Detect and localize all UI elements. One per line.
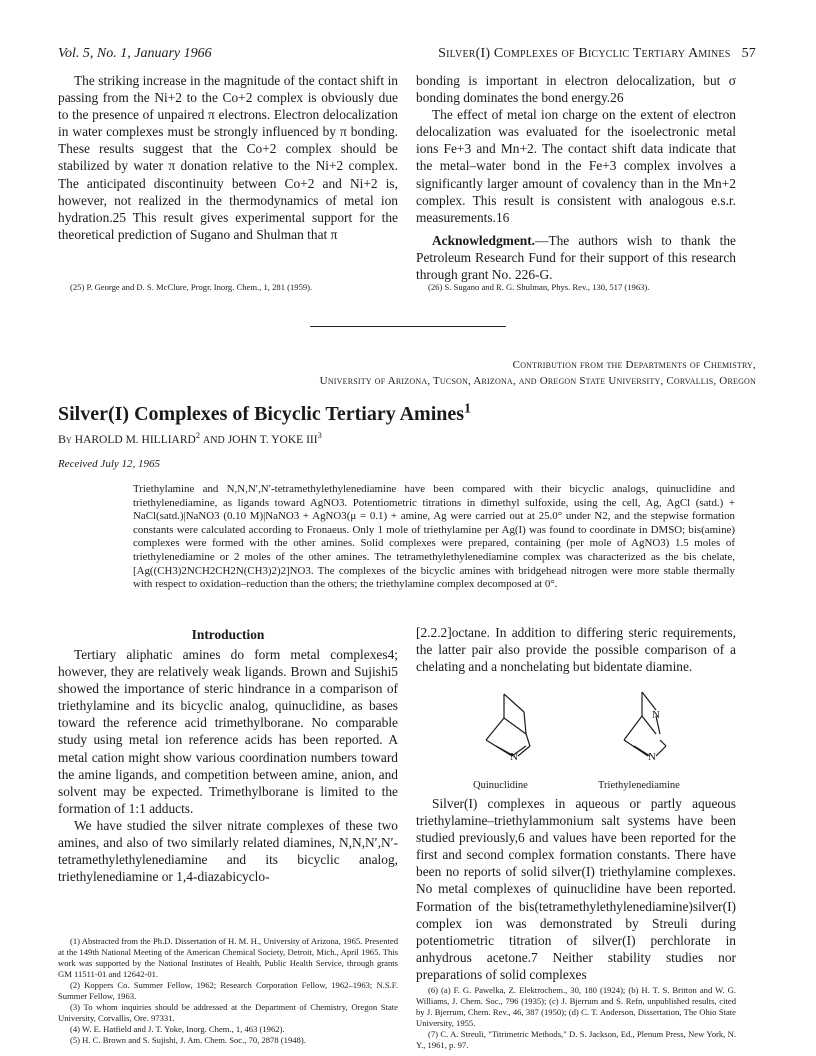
right-column-top [416, 624, 736, 675]
author-2: JOHN T. YOKE III [227, 434, 318, 446]
footnote-1: (1) Abstracted from the Ph.D. Dissertation of H. M. H., University of Arizona, 1965. Presented at the 149th National Meeting of the American Chemical Society, Detroit, Mich., April 1965. This work was supported by the National Institutes of Health, Public Health Service, through grants GM 11511-01 and 12642-01. [58, 936, 398, 979]
title-footnote-mark: 1 [464, 401, 472, 417]
author-1: HAROLD M. HILLIARD [74, 434, 196, 446]
introduction-paragraph-1: Tertiary aliphatic amines do form metal complexes4; however, they are relatively weak ligands. Brown and Sujishi5 showed the importance of steric hindrance in a comparison of triethylamine and its bicyclic analog, quinuclidine, as bases toward the reference acid trimethylborane. No comparable study using metal ion reference acids has been reported. A metal cation might show various coordination numbers toward the amine ligands, and competition between amine, anion, and solvent may be expected. Trimethylborane is limited to the formation of 1:1 adducts. [58, 647, 398, 816]
right-column-bottom [416, 795, 736, 983]
author-2-mark: 3 [317, 431, 322, 440]
article-title-text: Silver(I) Complexes of Bicyclic Tertiary Amines [58, 403, 465, 425]
paragraph-contact-shift: The striking increase in the magnitude of the contact shift in passing from the Ni+2 to the Co+2 complex is obviously due to the presence of unpaired π electrons. Electron delocalization in water complexes must be strongly influenced by π bonding. These results suggest that the Co+2 complex should be stabilized by water π donation relative to the Ni+2 complex. The anticipated discontinuity between Co+2 and Ni+2 is, however, not realized in the thermodynamics of metal ion hydration.25 This result gives experimental support for the theoretical prediction of Sugano and Shulman that π [58, 73, 398, 242]
quinuclidine-n-label: N [510, 751, 518, 763]
footnote-5: (5) H. C. Brown and S. Sujishi, J. Am. Chem. Soc., 70, 2878 (1948). [70, 1035, 306, 1045]
article-title [58, 403, 471, 426]
and-label: AND [203, 435, 225, 446]
footnote-25 [58, 282, 398, 293]
top-right-column [416, 72, 736, 283]
footnote-7: (7) C. A. Streuli, "Titrimetric Methods," D. S. Jackson, Ed., Plenum Press, New York, N. Y., 1961, p. 97. [416, 1029, 736, 1050]
received-date: Received July 12, 1965 [58, 458, 161, 470]
paragraph-metal-charge: The effect of metal ion charge on the extent of electron delocalization was evaluated for the isoelectronic metal ions Fe+3 and Mn+2. The contact shift data indicate that the metal–water bond in the Fe+3 complex involves a significantly larger amount of covalency than in the Mn+2 complex. This result is consistent with analogous e.s.r. measurements.16 [416, 107, 736, 225]
top-left-column [58, 72, 398, 243]
author-1-mark: 2 [195, 431, 201, 440]
footnote-25-text: (25) P. George and D. S. McClure, Progr. Inorg. Chem., 1, 281 (1959). [70, 282, 313, 292]
introduction-paragraph-2: We have studied the silver nitrate complexes of these two amines, and also of two similarly related diamines, N,N,N′,N′-tetramethylethylenediamine and its bicyclic analog, triethylenediamine or 1,4-diazabicyclo- [58, 817, 398, 885]
acknowledgment-label: Acknowledgment. [432, 232, 536, 248]
by-label: By [58, 432, 72, 446]
introduction-footnotes [58, 936, 398, 1046]
footnote-2: (2) Koppers Co. Summer Fellow, 1962; Research Corporation Fellow, 1962–1963; N.S.F. Summer Fellow, 1963. [58, 980, 398, 1001]
footnote-26-text: (26) S. Sugano and R. G. Shulman, Phys. Rev., 130, 517 (1963). [428, 282, 650, 292]
paragraph-silver-complexes: Silver(I) complexes in aqueous or partly aqueous triethylamine–triethylammonium salt systems have been studied previously,6 and values have been reported for the first and second complex formation constants. There have been no reports of solid silver(I) triethylamine complexes. No metal complexes of quinuclidine have been reported. Formation of the bis(tetramethylethylenediamine)silver(I) complex ion was demonstrated by Streuli during potentiometric titration of silver(I) perchlorate in anhydrous acetone.7 Neither stability studies nor preparations of solid complexes [416, 796, 736, 982]
footnote-26 [416, 282, 736, 293]
footnote-3: (3) To whom inquiries should be addressed at the Department of Chemistry, Oregon State University, Corvallis, Ore. 97331. [58, 1002, 398, 1023]
right-footnotes [416, 985, 736, 1051]
structures-figure [460, 690, 730, 770]
paragraph-octane: [2.2.2]octane. In addition to differing steric requirements, the latter pair also provide the possible comparison of a chelating and a nonchelating but bidentate diamine. [416, 625, 736, 675]
abstract: Triethylamine and N,N,N′,N′-tetramethylethylenediamine have been compared with their bicyclic analogs, quinuclidine and triethylenediamine, as ligands toward AgNO3. Potentiometric titrations in dimethyl sulfoxide, using the cell, Ag, AgCl (satd.) + NaCl(satd.)|NaNO3 (0.10 M)|NaNO3 + AgNO3(μ = 0.1) + amine, Ag were carried out at 25.0° under N2, and the stepwise formation constants were calculated according to Fronaeus. Only 1 mole of triethylamine per Ag(I) was found to coordinate in DMSO; bis(amine) complexes were formed with the other amines. Solid complexes were prepared, containing (per mole of AgNO3) 1.5 moles of triethylenediamine or 2 moles of the other amines. The tetramethylethylenediamine complex was characterized as the bis chelate, [Ag((CH3)2NCH2CH2N(CH3)2)2]NO3. The complexes of the bicyclic amines with bridgehead nitrogen were more stable thermally with respect to oxidation–reduction than the others; the triethylamine complex decomposed at 0°. [133, 483, 735, 591]
quinuclidine-structure [486, 694, 530, 756]
running-header-volume: Vol. 5, No. 1, January 1966 [58, 46, 212, 61]
section-divider [310, 326, 506, 327]
triethylenediamine-structure [624, 692, 666, 756]
contribution-line-2: University of Arizona, Tucson, Arizona, and Oregon State University, Corvallis, Oregon [319, 375, 756, 387]
caption-quinuclidine: Quinuclidine [473, 780, 528, 791]
paragraph-bonding: bonding is important in electron delocalization, but σ bonding dominates the bond energy.26 [416, 73, 736, 106]
ted-top-n-label: N [652, 709, 660, 721]
footnote-4: (4) W. E. Hatfield and J. T. Yoke, Inorg. Chem., 1, 463 (1962). [70, 1024, 285, 1034]
introduction-heading: Introduction [191, 627, 265, 642]
acknowledgment-text: —The authors wish to thank the Petroleum Research Fund for their support of this research through grant No. 226-G. [416, 232, 736, 283]
acknowledgment [416, 232, 736, 283]
ted-bottom-n-label: N [648, 751, 656, 763]
footnote-6: (6) (a) F. G. Pawelka, Z. Elektrochem., 30, 180 (1924); (b) H. T. S. Britton and W. G. Williams, J. Chem. Soc., 796 (1935); (c) J. Bjerrum and S. Refn, unpublished results, cited by J. Bjerrum, Chem. Rev., 46, 387 (1950); (d) C. T. Anderson, Dissertation, The Ohio State University, 1955. [416, 985, 736, 1028]
introduction-column [58, 646, 398, 885]
contribution-line-1: Contribution from the Departments of Chemistry, [512, 359, 756, 371]
caption-triethylenediamine: Triethylenediamine [598, 780, 680, 791]
running-header-title: Silver(I) Complexes of Bicyclic Tertiary Amines 57 [438, 46, 756, 61]
authors [58, 432, 322, 447]
